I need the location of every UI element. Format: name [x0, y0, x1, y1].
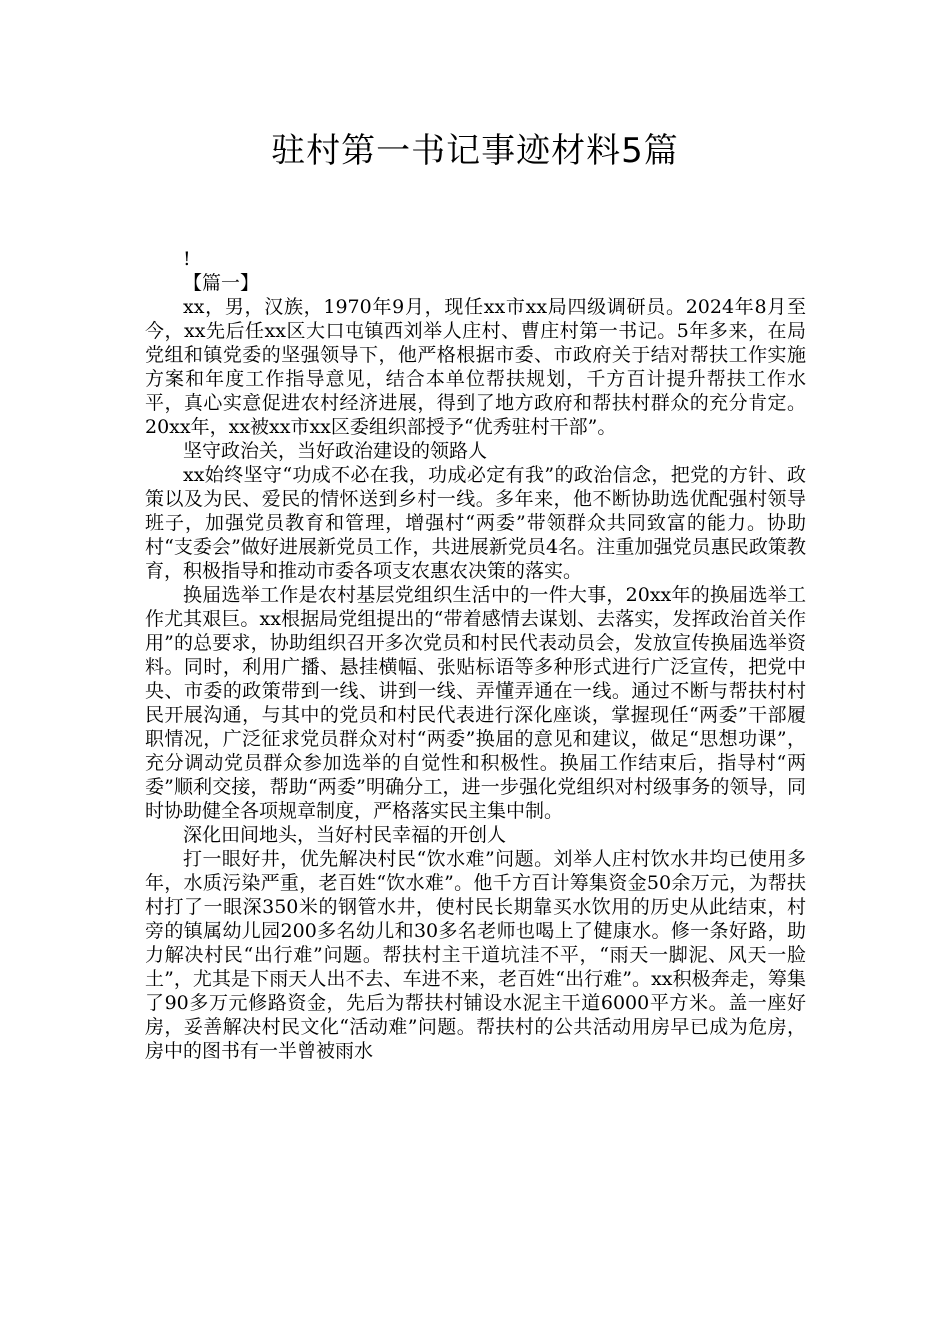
exclamation-mark: ! [183, 248, 191, 270]
section-heading: 【篇一】 [183, 272, 260, 294]
subheading-fields: 深化田间地头，当好村民幸福的开创人 [183, 824, 507, 846]
document-title: 驻村第一书记事迹材料5篇 [271, 131, 679, 171]
document-body [145, 247, 806, 1063]
paragraph-political: xx始终坚守“功成不必在我，功成必定有我”的政治信念，把党的方针、政策以及为民、爱民的情怀送到乡村一线。多年来，他不断协助选优配强村领导班子，加强党员教育和管理，增强村“两委”带领群众共同致富的能力。协助村“支委会”做好进展新党员工作，共进展新党员4名。注重加强党员惠民政策教育，积极指导和推动市委各项支农惠农决策的落实。 [145, 464, 806, 582]
subheading-political: 坚守政治关，当好政治建设的领路人 [183, 440, 488, 462]
paragraph-intro: xx，男，汉族，1970年9月，现任xx市xx局四级调研员。2024年8月至今，xx先后任xx区大口屯镇西刘举人庄村、曹庄村第一书记。5年多来，在局党组和镇党委的坚强领导下，他严格根据市委、市政府关于结对帮扶工作实施方案和年度工作指导意见，结合本单位帮扶规划，千方百计提升帮扶工作水平，真心实意促进农村经济进展，得到了地方政府和帮扶村群众的充分肯定。20xx年，xx被xx市xx区委组织部授予“优秀驻村干部”。 [145, 296, 806, 438]
paragraph-fields: 打一眼好井，优先解决村民“饮水难”问题。刘举人庄村饮水井均已使用多年，水质污染严重，老百姓“饮水难”。他千方百计筹集资金50余万元，为帮扶村打了一眼深350米的钢管水井，使村民长期靠买水饮用的历史从此结束，村旁的镇属幼儿园200多名幼儿和30多名老师也喝上了健康水。修一条好路，助力解决村民“出行难”问题。帮扶村主干道坑洼不平，“雨天一脚泥、风天一脸土”，尤其是下雨天人出不去、车进不来，老百姓“出行难”。xx积极奔走，筹集了90多万元修路资金，先后为帮扶村铺设水泥主干道6000平方米。盖一座好房，妥善解决村民文化“活动难”问题。帮扶村的公共活动用房早已成为危房，房中的图书有一半曾被雨水 [145, 848, 806, 1062]
paragraph-election: 换届选举工作是农村基层党组织生活中的一件大事，20xx年的换届选举工作尤其艰巨。xx根据局党组提出的“带着感情去谋划、去落实，发挥政治首关作用”的总要求，协助组织召开多次党员和村民代表动员会，发放宣传换届选举资料。同时，利用广播、悬挂横幅、张贴标语等多种形式进行广泛宣传，把党中央、市委的政策带到一线、讲到一线、弄懂弄通在一线。通过不断与帮扶村村民开展沟通，与其中的党员和村民代表进行深化座谈，掌握现任“两委”干部履职情况，广泛征求党员群众对村“两委”换届的意见和建议，做足“思想功课”，充分调动党员群众参加选举的自觉性和积极性。换届工作结束后，指导村“两委”顺利交接，帮助“两委”明确分工，进一步强化党组织对村级事务的领导，同时协助健全各项规章制度，严格落实民主集中制。 [145, 584, 806, 822]
